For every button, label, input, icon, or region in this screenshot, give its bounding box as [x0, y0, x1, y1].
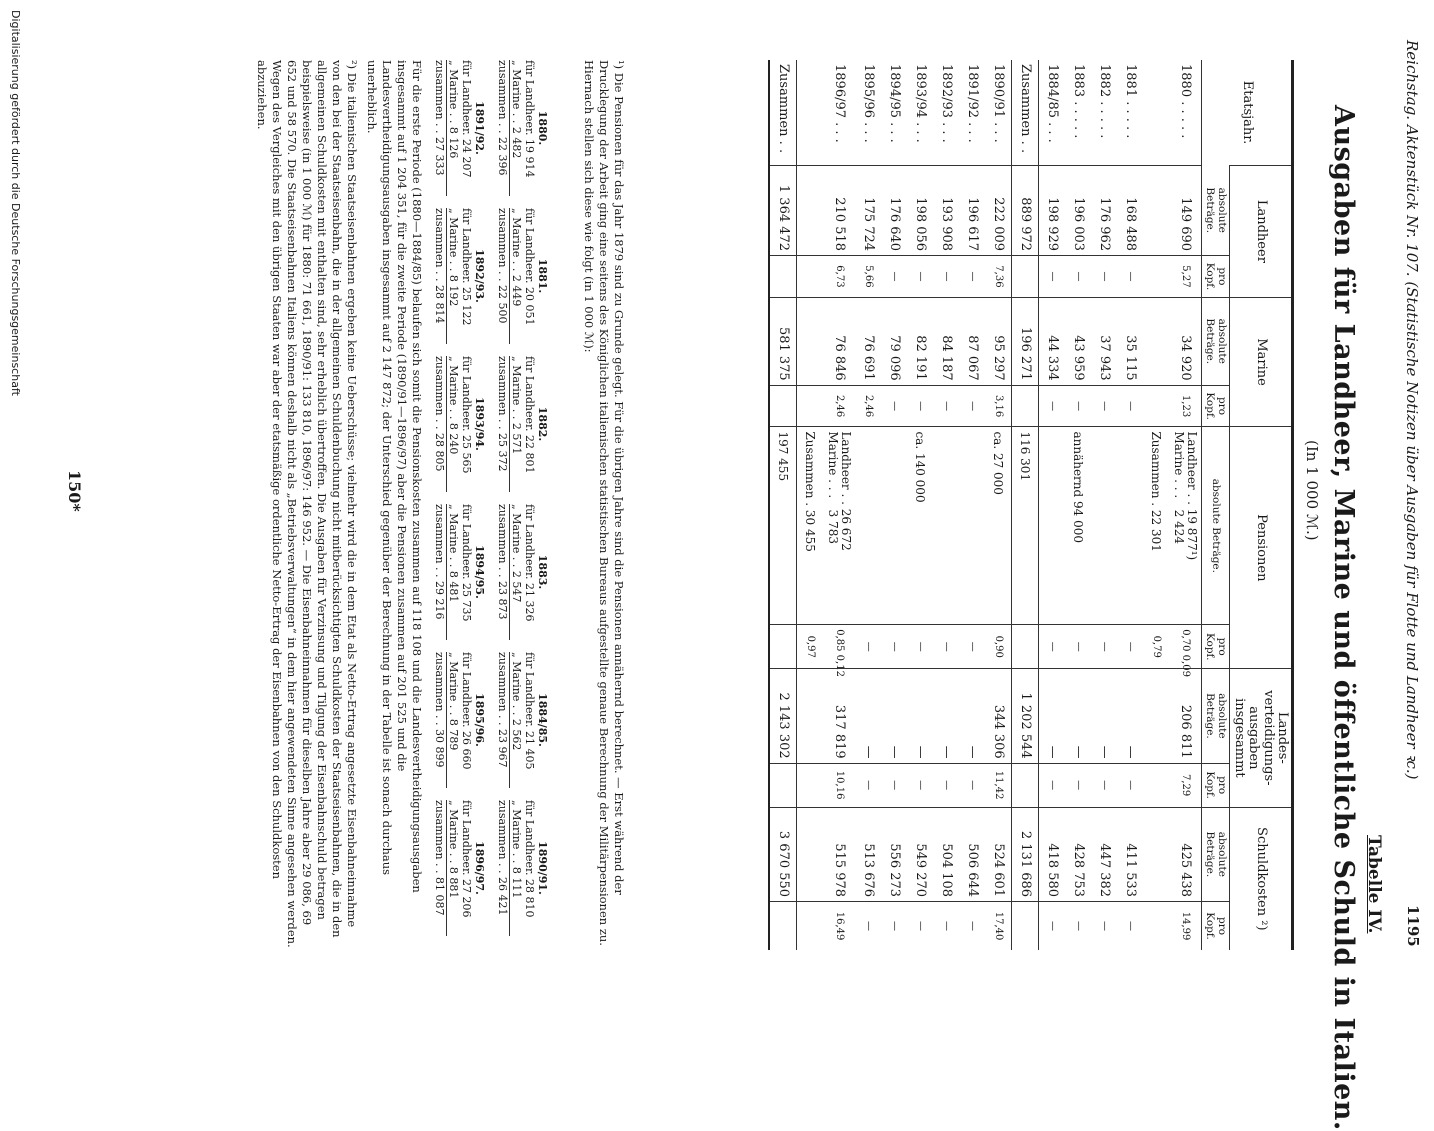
- cell-schuld: 425 438: [1169, 807, 1202, 901]
- cell-land: 176 640: [881, 165, 907, 255]
- cell-vert: 317 819: [823, 669, 855, 763]
- cell-pens: [1091, 427, 1117, 625]
- cell-year: 1894/95 . . .: [886, 64, 902, 143]
- pension-detail-mar: „ Marine . . 8 240: [447, 356, 460, 455]
- cell-vert-pk: —: [881, 763, 907, 807]
- cell-mar: 82 191: [907, 297, 933, 385]
- pension-detail-land: für Landheer. 19 914: [523, 60, 536, 178]
- table-body: [769, 60, 1202, 950]
- table-row: [959, 60, 985, 950]
- cell-schuld: 524 601: [985, 807, 1012, 901]
- cell-pens-pk: —: [1065, 625, 1091, 669]
- cell-pens-pk: 0,90: [985, 625, 1012, 669]
- cell-schuld-pk: 14,99: [1169, 902, 1202, 950]
- page-title: Ausgaben für Landheer, Marine und öffentliche Schuld in Italien.: [1328, 105, 1359, 1131]
- cell-vert: [796, 669, 823, 763]
- cell-mar: 76 846: [823, 297, 855, 385]
- cell-mar: 37 943: [1091, 297, 1117, 385]
- pension-detail-block: [496, 356, 549, 492]
- cell-year: 1884/85 . . .: [1044, 64, 1060, 143]
- cell-schuld-pk: 16,49: [823, 902, 855, 950]
- cell-vert: —: [881, 669, 907, 763]
- cell-vert-pk: —: [1065, 763, 1091, 807]
- cell-vert: 1 202 544: [1011, 669, 1038, 763]
- cell-schuld-pk: —: [881, 902, 907, 950]
- pension-detail-mar: „ Marine . . 8 481: [447, 504, 460, 603]
- pension-detail-sum: zusammen . . 27 333: [433, 60, 447, 196]
- subheader-abs: absolute Beträge.: [1201, 807, 1229, 901]
- pension-detail-land: für Landheer. 27 206: [460, 800, 473, 918]
- cell-schuld: 504 108: [933, 807, 959, 901]
- cell-year: 1881 . . . . .: [1122, 64, 1138, 139]
- cell-pens-pk: —: [933, 625, 959, 669]
- subheader-prokopf: pro Kopf.: [1201, 385, 1229, 427]
- cell-pens: [1117, 427, 1143, 625]
- cell-pens: [881, 427, 907, 625]
- cell-pens-pk: —: [855, 625, 881, 669]
- cell-mar-pk: 1,23: [1169, 385, 1202, 427]
- cell-year: Zusammen . .: [769, 60, 797, 165]
- cell-land: 889 972: [1011, 165, 1038, 255]
- cell-vert: —: [1065, 669, 1091, 763]
- pension-detail-year: 1891/92.: [473, 101, 486, 155]
- table-row: [855, 60, 881, 950]
- cell-pens: ca. 27 000: [985, 427, 1012, 625]
- cell-land-pk: —: [1038, 256, 1065, 298]
- cell-pens-pk: 0,85 0,12: [823, 625, 855, 669]
- table-row: [1143, 60, 1169, 950]
- cell-pens: [959, 427, 985, 625]
- pension-detail-block: [433, 652, 486, 788]
- cell-land: 198 929: [1038, 165, 1065, 255]
- cell-mar: 95 297: [985, 297, 1012, 385]
- cell-pens-pk: —: [1091, 625, 1117, 669]
- cell-schuld: 515 978: [823, 807, 855, 901]
- pension-detail-sum: zusammen . . 22 396: [496, 60, 510, 196]
- cell-vert: —: [1117, 669, 1143, 763]
- table-row: [1169, 60, 1202, 950]
- cell-year: [1143, 60, 1169, 165]
- running-header: Reichstag. Aktenstück Nr. 107. (Statistische Notizen über Ausgaben für Flotte und Landheer ꝛc.): [1403, 40, 1421, 780]
- cell-vert: 2 143 302: [769, 669, 797, 763]
- cell-pens: Zusammen . 22 301: [1143, 427, 1169, 625]
- table-row: [907, 60, 933, 950]
- cell-land: 222 009: [985, 165, 1012, 255]
- pension-detail-block: [433, 504, 486, 640]
- pension-detail-land: für Landheer. 22 801: [523, 356, 536, 474]
- cell-year: 1890/91 . . .: [985, 60, 1012, 165]
- pension-detail-year: 1881.: [536, 258, 549, 294]
- cell-vert: —: [933, 669, 959, 763]
- pension-detail-sum: zusammen . . 23 873: [496, 504, 510, 640]
- cell-land: 149 690: [1169, 165, 1202, 255]
- pension-detail-land: für Landheer. 25 735: [460, 504, 473, 622]
- cell-vert-pk: —: [933, 763, 959, 807]
- cell-pens-pk: 0,70 0,09: [1169, 625, 1202, 669]
- pension-detail-block: [496, 652, 549, 788]
- cell-vert: —: [855, 669, 881, 763]
- pension-detail-sum: zusammen . . 28 814: [433, 208, 447, 344]
- pension-detail-year: 1895/96.: [473, 693, 486, 747]
- cell-pens-pk: [769, 625, 797, 669]
- cell-pens-pk: —: [959, 625, 985, 669]
- cell-vert: 344 306: [985, 669, 1012, 763]
- footnote-1: ¹) Die Pensionen für das Jahr 1879 sind zu Grunde gelegt. Für die übrigen Jahre sind die Pensionen annähernd berechnet. — Erst während der Drucklegung der Arbeit ging eine seitens des Königlichen italienischen statistischen Bureaus aufgestellte genaue Berechnung der Militärpensionen zu. Hiernach stellen sich diese wie folgt (in 1 000 ℳ):: [582, 60, 626, 946]
- cell-schuld-pk: —: [933, 902, 959, 950]
- col-header-pensionen: Pensionen: [1229, 427, 1292, 669]
- pension-detail-block: [496, 504, 549, 640]
- cell-vert-pk: —: [959, 763, 985, 807]
- cell-schuld-pk: [796, 902, 823, 950]
- pension-detail-sum: zusammen . . 29 216: [433, 504, 447, 640]
- cell-pens: ca. 140 000: [907, 427, 933, 625]
- cell-schuld-pk: 17,40: [985, 902, 1012, 950]
- cell-schuld: 556 273: [881, 807, 907, 901]
- cell-year: 1883 . . . . .: [1070, 64, 1086, 139]
- pension-detail-sum: zusammen . . 26 421: [496, 800, 510, 936]
- table-row: [985, 60, 1012, 950]
- cell-schuld: [1143, 807, 1169, 901]
- pension-detail-year: 1883.: [536, 554, 549, 590]
- cell-land: 176 962: [1091, 165, 1117, 255]
- cell-land-pk: [769, 256, 797, 298]
- table-row: [881, 60, 907, 950]
- table-row: [1091, 60, 1117, 950]
- cell-mar: [796, 297, 823, 385]
- pension-detail-land: für Landheer. 24 207: [460, 60, 473, 178]
- pension-detail-block: [433, 60, 486, 196]
- cell-land: 168 488: [1117, 165, 1143, 255]
- subheader-prokopf: pro Kopf.: [1201, 902, 1229, 950]
- cell-vert-pk: [1143, 763, 1169, 807]
- cell-mar: 84 187: [933, 297, 959, 385]
- table-row: [933, 60, 959, 950]
- cell-vert-pk: [1011, 763, 1038, 807]
- pension-detail-sum: zusammen . . 30 899: [433, 652, 447, 788]
- cell-mar: 87 067: [959, 297, 985, 385]
- cell-mar-pk: 2,46: [855, 385, 881, 427]
- pension-detail-mar: „ Marine . . 8 192: [447, 208, 460, 307]
- cell-vert: —: [1091, 669, 1117, 763]
- cell-land-pk: —: [1117, 256, 1143, 298]
- cell-schuld-pk: —: [907, 902, 933, 950]
- cell-vert-pk: —: [1038, 763, 1065, 807]
- cell-mar-pk: —: [933, 385, 959, 427]
- cell-land-pk: [1011, 256, 1038, 298]
- cell-land: 1 364 472: [769, 165, 797, 255]
- cell-mar: 44 334: [1038, 297, 1065, 385]
- pension-detail-sum: zusammen . . 25 372: [496, 356, 510, 492]
- page-number-top: 1195: [1404, 905, 1422, 947]
- cell-schuld-pk: [1143, 902, 1169, 950]
- pension-detail-block: [433, 800, 486, 936]
- cell-schuld: 447 382: [1091, 807, 1117, 901]
- pension-detail-land: für Landheer. 25 565: [460, 356, 473, 474]
- table-row: [1038, 60, 1065, 950]
- cell-schuld-pk: —: [1038, 902, 1065, 950]
- cell-vert-pk: [796, 763, 823, 807]
- subheader-prokopf: pro Kopf.: [1201, 256, 1229, 298]
- table-row: [769, 60, 797, 950]
- cell-mar-pk: —: [1038, 385, 1065, 427]
- pension-detail-land: für Landheer. 28 810: [523, 800, 536, 918]
- table-row: [1065, 60, 1091, 950]
- cell-land: 196 617: [959, 165, 985, 255]
- cell-land-pk: —: [1091, 256, 1117, 298]
- pension-detail-land: für Landheer. 20 051: [523, 208, 536, 326]
- cell-land-pk: [1143, 256, 1169, 298]
- unit-note: (In 1 000 ℳ.): [1303, 440, 1321, 541]
- cell-schuld-pk: [769, 902, 797, 950]
- col-header-marine: Marine: [1229, 297, 1292, 427]
- cell-schuld-pk: —: [1091, 902, 1117, 950]
- table-row: [823, 60, 855, 950]
- cell-schuld-pk: —: [959, 902, 985, 950]
- cell-pens-pk: [1011, 625, 1038, 669]
- col-header-landheer: Landheer: [1229, 165, 1292, 297]
- pension-detail-year: 1880.: [536, 110, 549, 146]
- subheader-prokopf: pro Kopf.: [1201, 763, 1229, 807]
- cell-vert-pk: —: [1091, 763, 1117, 807]
- cell-pens: Landheer . . 19 877¹) Marine . . . 2 424: [1169, 427, 1202, 625]
- cell-pens-pk: —: [881, 625, 907, 669]
- cell-mar: 35 115: [1117, 297, 1143, 385]
- cell-vert: —: [907, 669, 933, 763]
- cell-land: 175 724: [855, 165, 881, 255]
- cell-mar-pk: —: [881, 385, 907, 427]
- cell-mar-pk: [1011, 385, 1038, 427]
- cell-vert-pk: 10,16: [823, 763, 855, 807]
- cell-schuld: 428 753: [1065, 807, 1091, 901]
- cell-mar: 581 375: [769, 297, 797, 385]
- pension-detail-block: [433, 208, 486, 344]
- cell-pens: annähernd 94 000: [1065, 427, 1091, 625]
- cell-land: [1143, 165, 1169, 255]
- cell-land: 193 908: [933, 165, 959, 255]
- cell-land-pk: —: [959, 256, 985, 298]
- pension-detail-year: 1890/91.: [536, 841, 549, 895]
- pension-detail-block: [496, 208, 549, 344]
- pension-detail-mar: „ Marine . . 8 881: [447, 800, 460, 899]
- cell-year: 1896/97 . . .: [831, 64, 847, 143]
- cell-pens: Landheer . . 26 672 Marine . . . 3 783: [823, 427, 855, 625]
- subheader-abs: absolute Beträge.: [1201, 427, 1229, 625]
- cell-mar-pk: —: [1065, 385, 1091, 427]
- cell-pens: Zusammen . 30 455: [796, 427, 823, 625]
- cell-mar-pk: [769, 385, 797, 427]
- cell-mar-pk: —: [1091, 385, 1117, 427]
- cell-schuld: 2 131 686: [1011, 807, 1038, 901]
- cell-schuld: [796, 807, 823, 901]
- cell-pens: [855, 427, 881, 625]
- cell-year: 1893/94 . . .: [912, 64, 928, 143]
- cell-mar: [1143, 297, 1169, 385]
- cell-pens-pk: 0,97: [796, 625, 823, 669]
- cell-land-pk: —: [881, 256, 907, 298]
- cell-vert: [1143, 669, 1169, 763]
- footnote-1-conclusion: Für die erste Periode (1880—1884/85) belaufen sich somit die Pensionskosten zusammen auf 118 108 und die Landesvertheidigungsausgaben insgesammt auf 1 204 351, für die zweite Periode (1890/91—1896/97) aber die Pensionen zusammen auf 201 525 und die Landesvertheidigungsausgaben insgesammt auf 2 147 872; der Unterschied gegenüber der Berechnung in der Tabelle ist sonach durchaus unerheblich.: [365, 60, 424, 893]
- cell-schuld: 549 270: [907, 807, 933, 901]
- cell-land: 210 518: [823, 165, 855, 255]
- expenditure-table: [768, 60, 1294, 950]
- cell-land: 198 056: [907, 165, 933, 255]
- pension-detail-block: [433, 356, 486, 492]
- cell-pens: [933, 427, 959, 625]
- cell-land-pk: —: [907, 256, 933, 298]
- cell-mar: 76 691: [855, 297, 881, 385]
- cell-year: 1880 . . . . .: [1177, 64, 1193, 139]
- cell-pens-pk: —: [1038, 625, 1065, 669]
- cell-mar-pk: [1143, 385, 1169, 427]
- cell-mar: 43 959: [1065, 297, 1091, 385]
- pension-detail-land: für Landheer. 25 122: [460, 208, 473, 326]
- pension-detail-mar: „ Marine . . 2 562: [510, 652, 523, 751]
- cell-vert-pk: [769, 763, 797, 807]
- cell-year: 1891/92 . . .: [964, 64, 980, 143]
- cell-schuld: 418 580: [1038, 807, 1065, 901]
- pension-detail-year: 1896/97.: [473, 841, 486, 895]
- footnote-2: ²) Die italienischen Staatseisenbahnen ergeben keine Ueberschüsse; vielmehr wird die in dem Etat als Netto-Ertrag angesetzte Eisenbahneinnahme von den bei der Staatseisenbahn, die in der allgemeinen Schuldenbuchung nicht mitberücksichtigten Schuldkosten der Staatseisenbahnen, die in den allgemeinen Schuldkosten mit enthalten sind, sehr erheblich übertroffen. Die Ausgaben für Verzinsung und Tilgung der Eisenbahnschuld betragen beispielsweise (in 1 000 ℳ) für 1880: 71 661, 1890/91: 133 810, 1896/97: 146 952. — Die Eisenbahneinnahmen für dieselben Jahre aber 29 086, 69 652 und 58 570. Die Staatseisenbahnen Italiens können deshalb nicht als „Betriebsverwaltungen“ in dem hier angewendeten Sinne angesehen werden. Wegen des Vergleiches mit den übrigen Staaten war aber der etatsmäßige ordentliche Netto-Ertrag der Eisenbahnen von den Schuldkosten abzuziehen.: [255, 60, 359, 948]
- pension-detail-year: 1884/85.: [536, 693, 549, 747]
- cell-land-pk: 6,73: [823, 256, 855, 298]
- pension-detail-mar: „ Marine . . 8 789: [447, 652, 460, 751]
- pension-detail-sum: zusammen . . 22 500: [496, 208, 510, 344]
- pension-detail-land: für Landheer. 21 405: [523, 652, 536, 770]
- cell-mar-pk: —: [959, 385, 985, 427]
- cell-year: 1895/96 . . .: [860, 64, 876, 143]
- subheader-prokopf: pro Kopf.: [1201, 625, 1229, 669]
- cell-land-pk: 5,66: [855, 256, 881, 298]
- page-footer-number: 150*: [65, 470, 84, 512]
- cell-vert: —: [1038, 669, 1065, 763]
- cell-vert: 206 811: [1169, 669, 1202, 763]
- col-header-year: Etatsjahr.: [1201, 60, 1292, 165]
- cell-year: 1882 . . . . .: [1096, 64, 1112, 139]
- pension-detail-mar: „ Marine . . 8 111: [510, 800, 523, 899]
- pension-detail-block: [496, 60, 549, 196]
- table-label: Tabelle IV.: [1364, 835, 1384, 934]
- cell-mar-pk: —: [907, 385, 933, 427]
- cell-land: [796, 165, 823, 255]
- table-row: [796, 60, 823, 950]
- pension-detail-sum: zusammen . . 81 087: [433, 800, 447, 936]
- cell-land-pk: 7,36: [985, 256, 1012, 298]
- cell-year: 1892/93 . . .: [938, 64, 954, 143]
- cell-mar-pk: 3,16: [985, 385, 1012, 427]
- cell-schuld-pk: [1011, 902, 1038, 950]
- cell-vert-pk: 11,42: [985, 763, 1012, 807]
- pension-detail-block: [496, 800, 549, 936]
- cell-mar: 79 096: [881, 297, 907, 385]
- table-row: [1011, 60, 1038, 950]
- cell-year: Zusammen . .: [1011, 60, 1038, 165]
- cell-schuld-pk: —: [1117, 902, 1143, 950]
- pension-detail-mar: „ Marine . . 2 449: [510, 208, 523, 307]
- pension-detail-mar: „ Marine . . 2 547: [510, 504, 523, 603]
- cell-land-pk: —: [1065, 256, 1091, 298]
- cell-year: [796, 60, 823, 165]
- cell-land-pk: [796, 256, 823, 298]
- subheader-abs: absolute Beträge.: [1201, 297, 1229, 385]
- pension-detail-sum: zusammen . . 28 805: [433, 356, 447, 492]
- pension-detail-land: für Landheer. 26 660: [460, 652, 473, 770]
- cell-mar-pk: 2,46: [823, 385, 855, 427]
- cell-pens-pk: —: [1117, 625, 1143, 669]
- cell-pens-pk: 0,79: [1143, 625, 1169, 669]
- pension-detail-mar: „ Marine . . 8 126: [447, 60, 460, 159]
- cell-vert-pk: —: [907, 763, 933, 807]
- pension-detail-year: 1893/94.: [473, 397, 486, 451]
- subheader-abs: absolute Beträge.: [1201, 669, 1229, 763]
- cell-schuld: 411 533: [1117, 807, 1143, 901]
- pension-detail-year: 1892/93.: [473, 249, 486, 303]
- cell-pens-pk: —: [907, 625, 933, 669]
- digitization-credit: Digitalisierung gefördert durch die Deutsche Forschungsgemeinschaft: [9, 10, 22, 396]
- cell-mar-pk: [796, 385, 823, 427]
- pension-detail-year: 1894/95.: [473, 545, 486, 599]
- cell-pens: 116 301: [1011, 427, 1038, 625]
- pension-detail-land: für Landheer. 21 326: [523, 504, 536, 622]
- pension-detail-year: 1882.: [536, 406, 549, 442]
- cell-pens: [1038, 427, 1065, 625]
- pension-detail-sum: zusammen . . 23 967: [496, 652, 510, 788]
- cell-mar: 196 271: [1011, 297, 1038, 385]
- cell-schuld: 513 676: [855, 807, 881, 901]
- cell-schuld: 506 644: [959, 807, 985, 901]
- cell-pens: 197 455: [769, 427, 797, 625]
- cell-schuld: 3 670 550: [769, 807, 797, 901]
- cell-land-pk: —: [933, 256, 959, 298]
- cell-schuld-pk: —: [855, 902, 881, 950]
- cell-schuld-pk: —: [1065, 902, 1091, 950]
- cell-vert: —: [959, 669, 985, 763]
- cell-land: 196 003: [1065, 165, 1091, 255]
- col-header-verteidigung: Landes-verteidigungs-ausgaben insgesammt: [1229, 669, 1292, 807]
- cell-mar-pk: —: [1117, 385, 1143, 427]
- cell-land-pk: 5,27: [1169, 256, 1202, 298]
- cell-mar: 34 920: [1169, 297, 1202, 385]
- pension-detail-mar: „ Marine . . 2 482: [510, 60, 523, 159]
- cell-vert-pk: —: [855, 763, 881, 807]
- cell-vert-pk: —: [1117, 763, 1143, 807]
- pension-detail-mar: „ Marine . . 2 571: [510, 356, 523, 455]
- col-header-schuld: Schuldkosten ²): [1229, 807, 1292, 950]
- subheader-abs: absolute Beträge.: [1201, 165, 1229, 255]
- cell-vert-pk: 7,29: [1169, 763, 1202, 807]
- table-row: [1117, 60, 1143, 950]
